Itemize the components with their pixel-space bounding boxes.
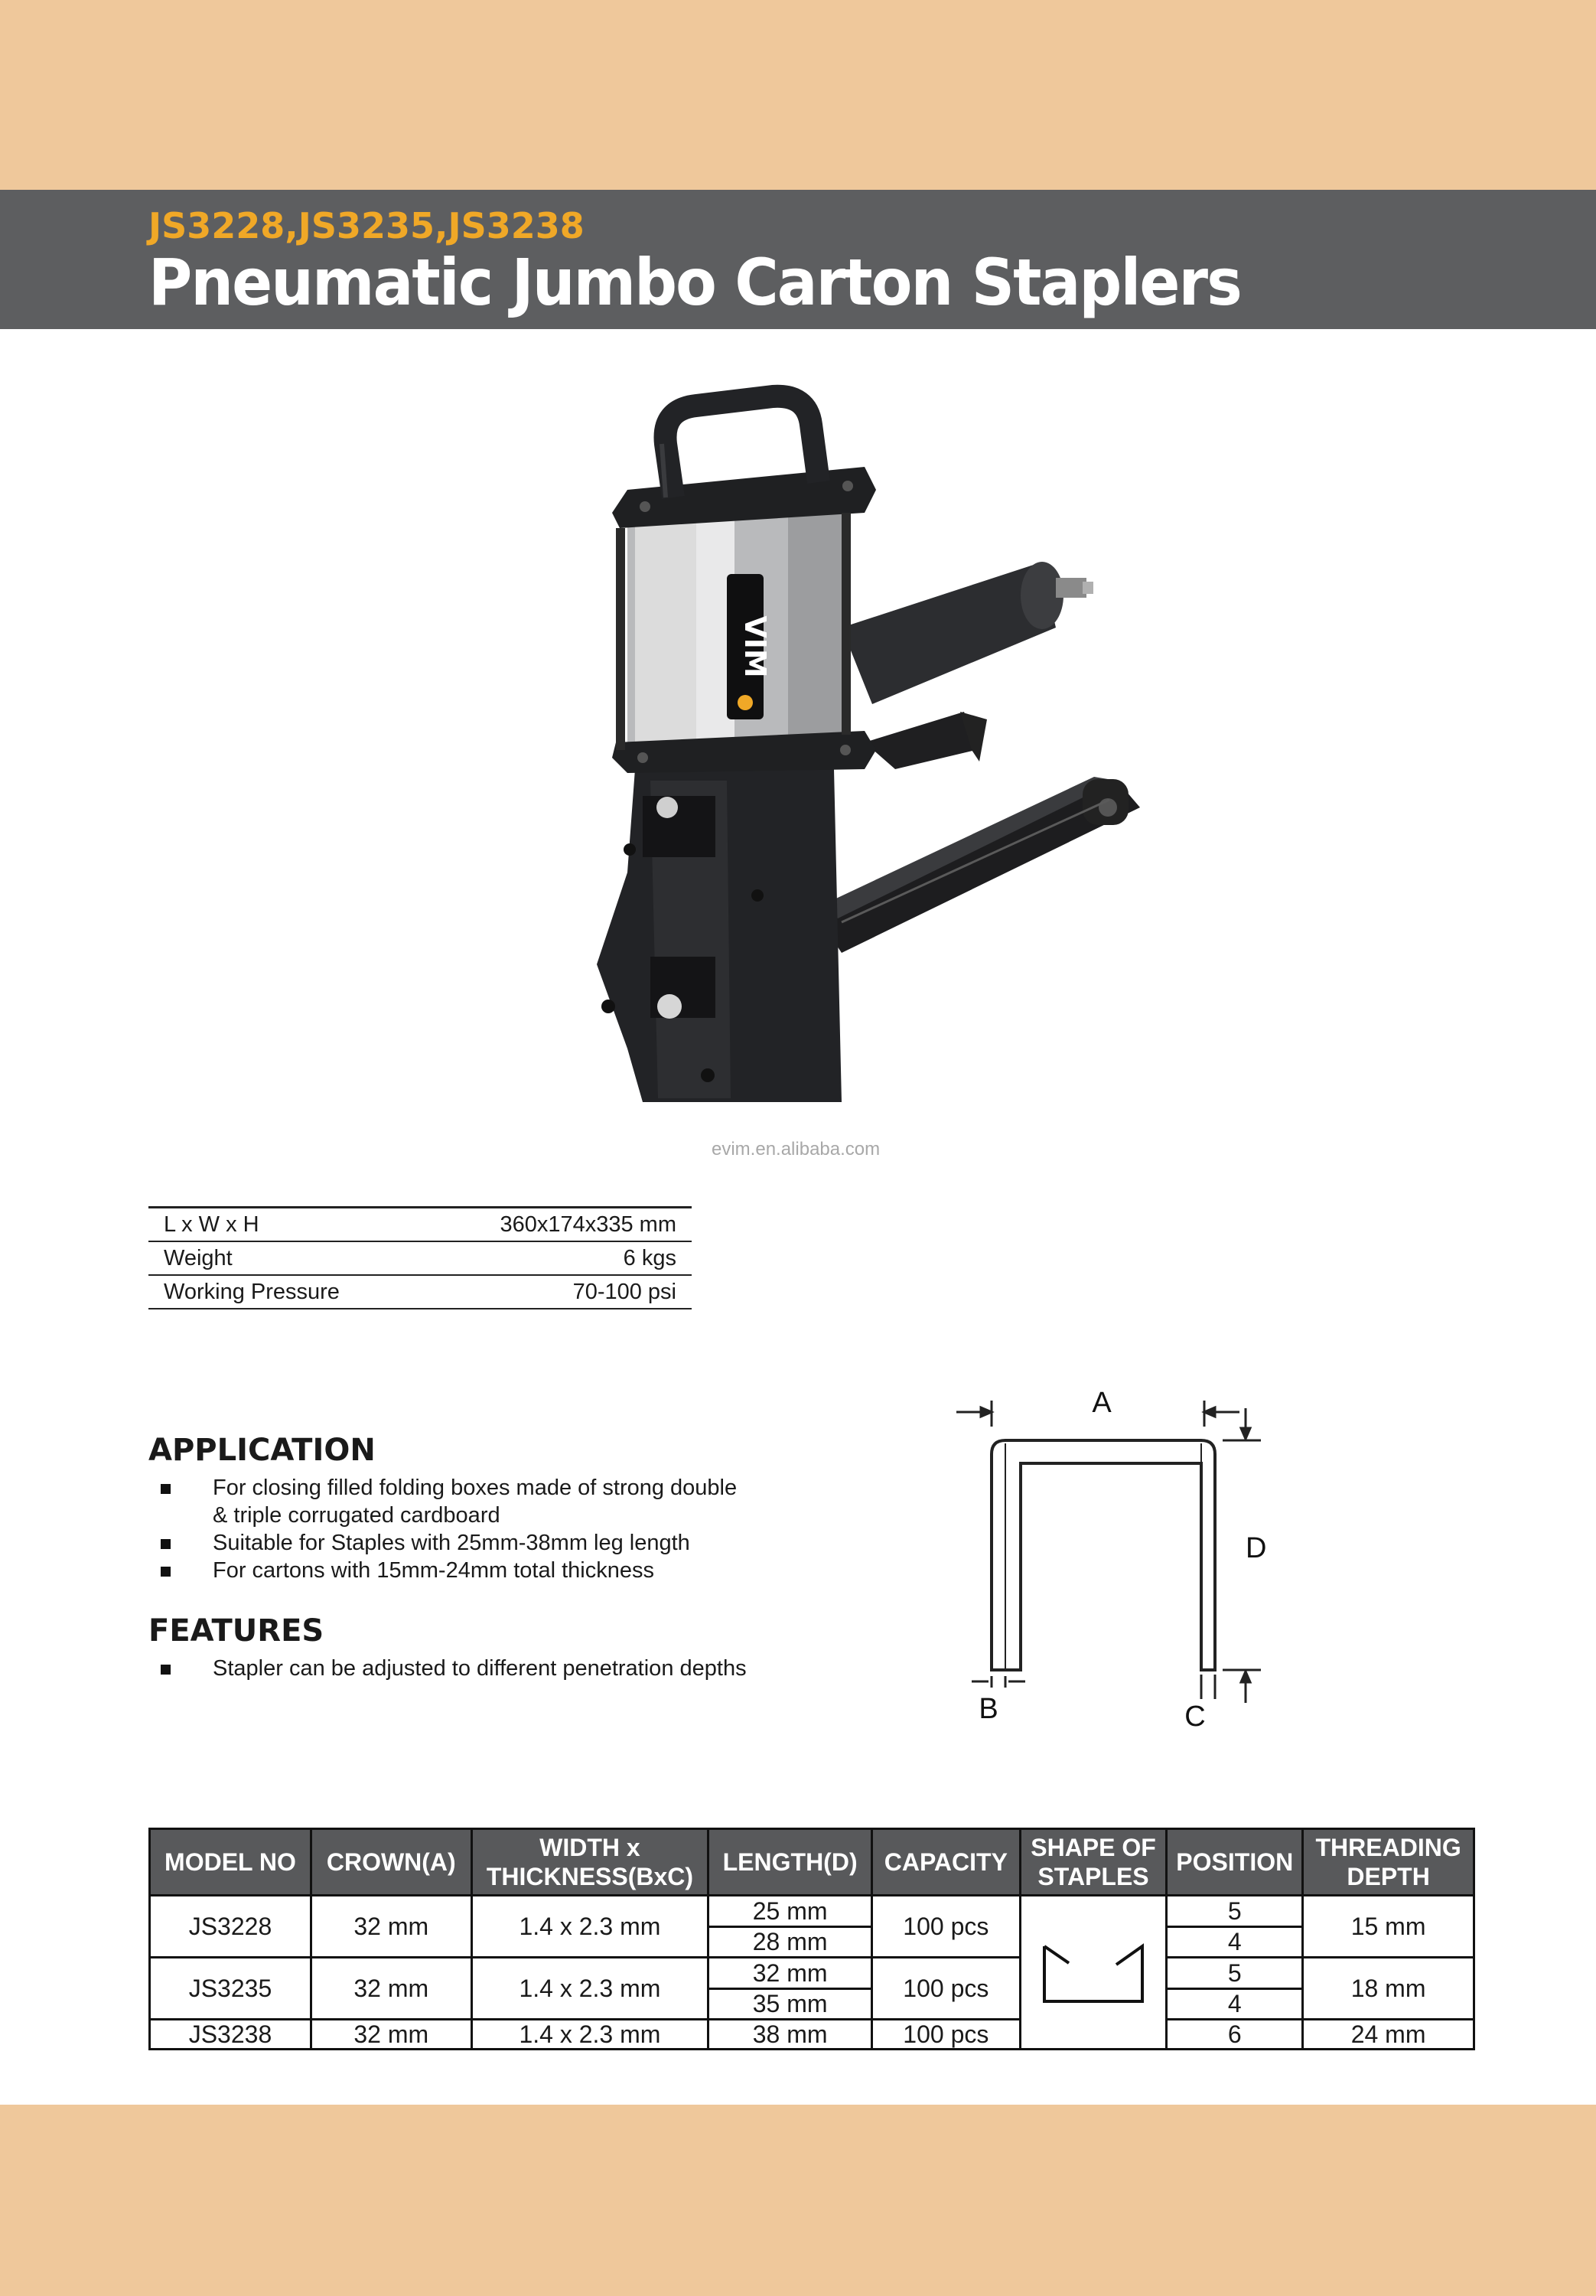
col-header-width [471,1829,708,1896]
staple-shape-icon [1032,1925,1155,2017]
list-item [148,1474,837,1529]
features-list [148,1655,837,1682]
top-band [0,0,1596,190]
watermark: evim.en.alibaba.com [712,1139,881,1159]
header-line: THREADING [1315,1834,1461,1861]
cell-position: 6 [1167,2020,1303,2050]
spec-value: 360x174x335 mm [420,1208,692,1242]
spec-row [148,1241,692,1275]
cell-length: 32 mm [708,1958,872,1989]
air-handle [842,562,1093,704]
cell-length: 25 mm [708,1896,872,1927]
diagram-label-d: D [1246,1532,1267,1564]
features-heading: FEATURES [148,1613,324,1649]
col-header-threading [1303,1829,1474,1896]
diagram-label-a: A [1092,1387,1112,1419]
header-line: SHAPE OF [1031,1834,1156,1861]
cell-width: 1.4 x 2.3 mm [471,2020,708,2050]
cell-length: 38 mm [708,2020,872,2050]
models-table [148,1828,1475,2050]
staple-dimension-diagram [941,1378,1285,1737]
cell-model: JS3238 [150,2020,311,2050]
page-title: Pneumatic Jumbo Carton Staplers [148,245,1241,320]
col-header-position: POSITION [1167,1829,1303,1896]
col-header-model: MODEL NO [150,1829,311,1896]
table-header-row [150,1829,1474,1896]
cell-position: 4 [1167,1988,1303,2020]
spec-row [148,1275,692,1309]
list-item-text: For closing filled folding boxes made of strong double [213,1476,738,1500]
cell-position: 5 [1167,1896,1303,1927]
cell-shape [1020,1896,1167,2050]
cell-crown: 32 mm [311,1958,471,2020]
vim-logo: VIM [738,615,772,678]
cell-threading: 15 mm [1303,1896,1474,1958]
table-row [150,1896,1474,1927]
application-list [148,1474,837,1584]
cell-threading: 24 mm [1303,2020,1474,2050]
list-item-text: & triple corrugated cardboard [213,1503,500,1528]
table-row [150,2020,1474,2050]
stapler-product-image [536,383,1148,1133]
spec-label: Weight [148,1241,420,1275]
header-line: THICKNESS(BxC) [486,1863,694,1890]
diagram-label-c: C [1184,1701,1206,1733]
list-item [148,1529,837,1557]
cell-width: 1.4 x 2.3 mm [471,1896,708,1958]
stapler-body [597,744,842,1102]
list-item [148,1557,837,1584]
cell-crown: 32 mm [311,1896,471,1958]
col-header-length: LENGTH(D) [708,1829,872,1896]
cell-capacity: 100 pcs [871,1958,1020,2020]
cell-threading: 18 mm [1303,1958,1474,2020]
list-item-text: Suitable for Staples with 25mm-38mm leg length [213,1531,690,1555]
header-line: DEPTH [1347,1863,1430,1890]
bottom-band [0,2105,1596,2296]
col-header-capacity: CAPACITY [871,1829,1020,1896]
spec-row [148,1208,692,1242]
cell-width: 1.4 x 2.3 mm [471,1958,708,2020]
cell-position: 5 [1167,1958,1303,1989]
specs-table [148,1206,692,1309]
cell-capacity: 100 pcs [871,1896,1020,1958]
cell-length: 28 mm [708,1926,872,1958]
list-item [148,1655,837,1682]
diagram-label-b: B [979,1693,998,1725]
table-row [150,1958,1474,1989]
model-numbers: JS3228,JS3235,JS3238 [148,205,585,246]
spec-value: 6 kgs [420,1241,692,1275]
magazine [819,777,1140,953]
list-item-text: For cartons with 15mm-24mm total thickness [213,1558,654,1583]
list-item-text: Stapler can be adjusted to different penetration depths [213,1656,747,1681]
spec-label: L x W x H [148,1208,420,1242]
cell-length: 35 mm [708,1988,872,2020]
cylinder [627,497,849,758]
spec-value: 70-100 psi [420,1275,692,1309]
cell-model: JS3235 [150,1958,311,2020]
cell-crown: 32 mm [311,2020,471,2050]
cell-model: JS3228 [150,1896,311,1958]
spec-label: Working Pressure [148,1275,420,1309]
cell-position: 4 [1167,1926,1303,1958]
col-header-shape [1020,1829,1167,1896]
cell-capacity: 100 pcs [871,2020,1020,2050]
application-heading: APPLICATION [148,1433,376,1468]
staple-shape [992,1440,1215,1670]
col-header-crown: CROWN(A) [311,1829,471,1896]
header-line: STAPLES [1037,1863,1149,1890]
header-line: WIDTH x [539,1834,640,1861]
trigger [865,712,987,769]
